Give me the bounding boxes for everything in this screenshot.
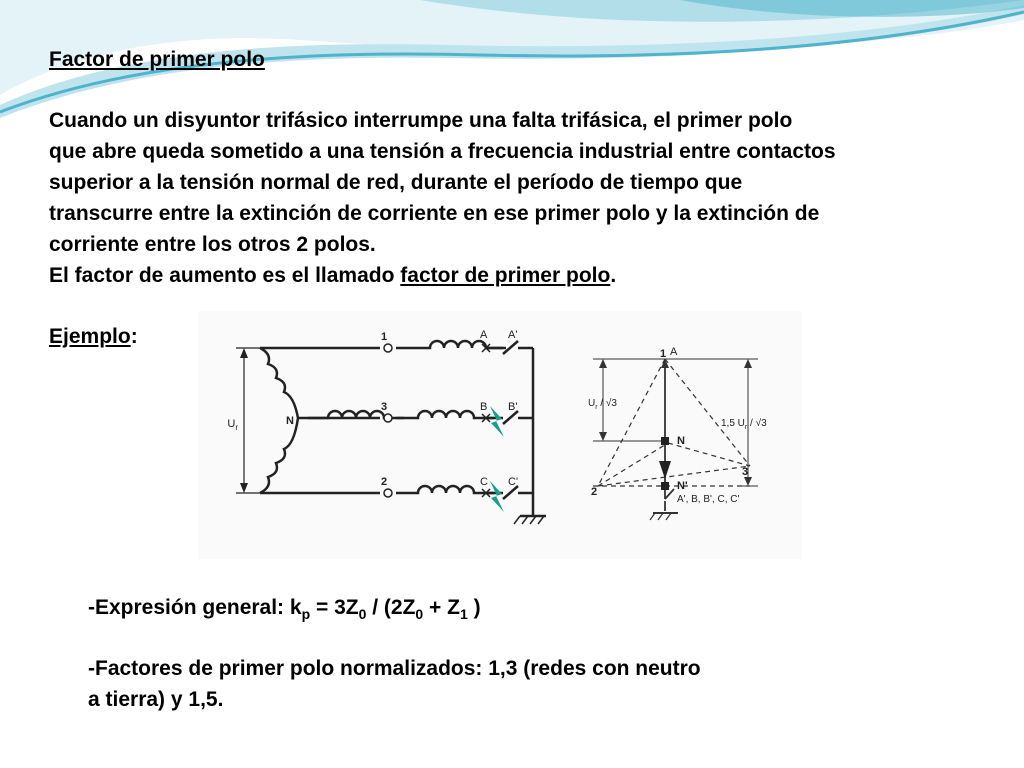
paragraph-line: que abre queda sometido a una tensión a frecuencia industrial entre contactos bbox=[49, 140, 836, 163]
neutral-label: N bbox=[286, 415, 294, 427]
node-label-2: 2 bbox=[381, 476, 388, 488]
example-word: Ejemplo bbox=[49, 325, 131, 348]
general-expression: -Expresión general: $k_p = 3Z_0 / (2Z_0 + Z_1$ ) bbox=[88, 596, 481, 622]
vector-left-voltage: $U_r / √3$ bbox=[588, 398, 617, 411]
body-paragraph bbox=[49, 105, 1014, 291]
contact-c: C bbox=[480, 476, 488, 488]
vector-right-voltage: 1,5 $U_r / √3$ bbox=[721, 418, 767, 431]
factor-line-suffix: . bbox=[610, 264, 617, 287]
paragraph-line: Cuando un disyuntor trifásico interrumpe una falta trifásica, el primer polo bbox=[49, 109, 793, 132]
contact-a: A bbox=[480, 329, 488, 341]
factors-line: -Factores de primer polo normalizados: 1,3 (redes con neutro bbox=[88, 657, 701, 680]
vector-left-number: 2 bbox=[591, 486, 598, 498]
factors-line: a tierra) y 1,5. bbox=[88, 688, 224, 711]
factor-line-prefix: El factor de aumento es el llamado bbox=[49, 264, 401, 287]
example-figure bbox=[198, 311, 802, 559]
vector-bottom-label: A', B, B', C, C' bbox=[677, 494, 740, 505]
normalized-factors bbox=[88, 653, 888, 715]
factor-definition-line bbox=[49, 260, 1014, 291]
arc-spark-b bbox=[490, 406, 504, 437]
node-label-3: 3 bbox=[381, 401, 388, 413]
vector-n-label: N bbox=[677, 435, 685, 447]
node-label-1: 1 bbox=[381, 331, 388, 343]
vector-top-number: 1 bbox=[660, 348, 667, 360]
paragraph-line: corriente entre los otros 2 polos. bbox=[49, 233, 376, 256]
vector-n-prime-label: N' bbox=[677, 480, 688, 492]
contact-b-prime: B' bbox=[508, 401, 518, 413]
slide-title: Factor de primer polo bbox=[49, 48, 265, 71]
figure-svg bbox=[198, 311, 802, 559]
arc-spark-c bbox=[490, 481, 504, 512]
paragraph-line: superior a la tensión normal de red, durante el período de tiempo que bbox=[49, 171, 743, 194]
factor-term: factor de primer polo bbox=[400, 264, 611, 287]
contact-c-prime: C' bbox=[508, 476, 519, 488]
voltage-label: $U_r$ bbox=[227, 418, 238, 432]
vector-right-number: 3 bbox=[742, 466, 749, 478]
paragraph-line: transcurre entre la extinción de corriente en ese primer polo y la extinción de bbox=[49, 202, 820, 225]
vector-top-letter: A bbox=[670, 346, 678, 358]
example-label bbox=[49, 321, 138, 352]
example-colon: : bbox=[130, 325, 138, 348]
contact-b: B bbox=[480, 401, 488, 413]
contact-a-prime: A' bbox=[508, 329, 518, 341]
